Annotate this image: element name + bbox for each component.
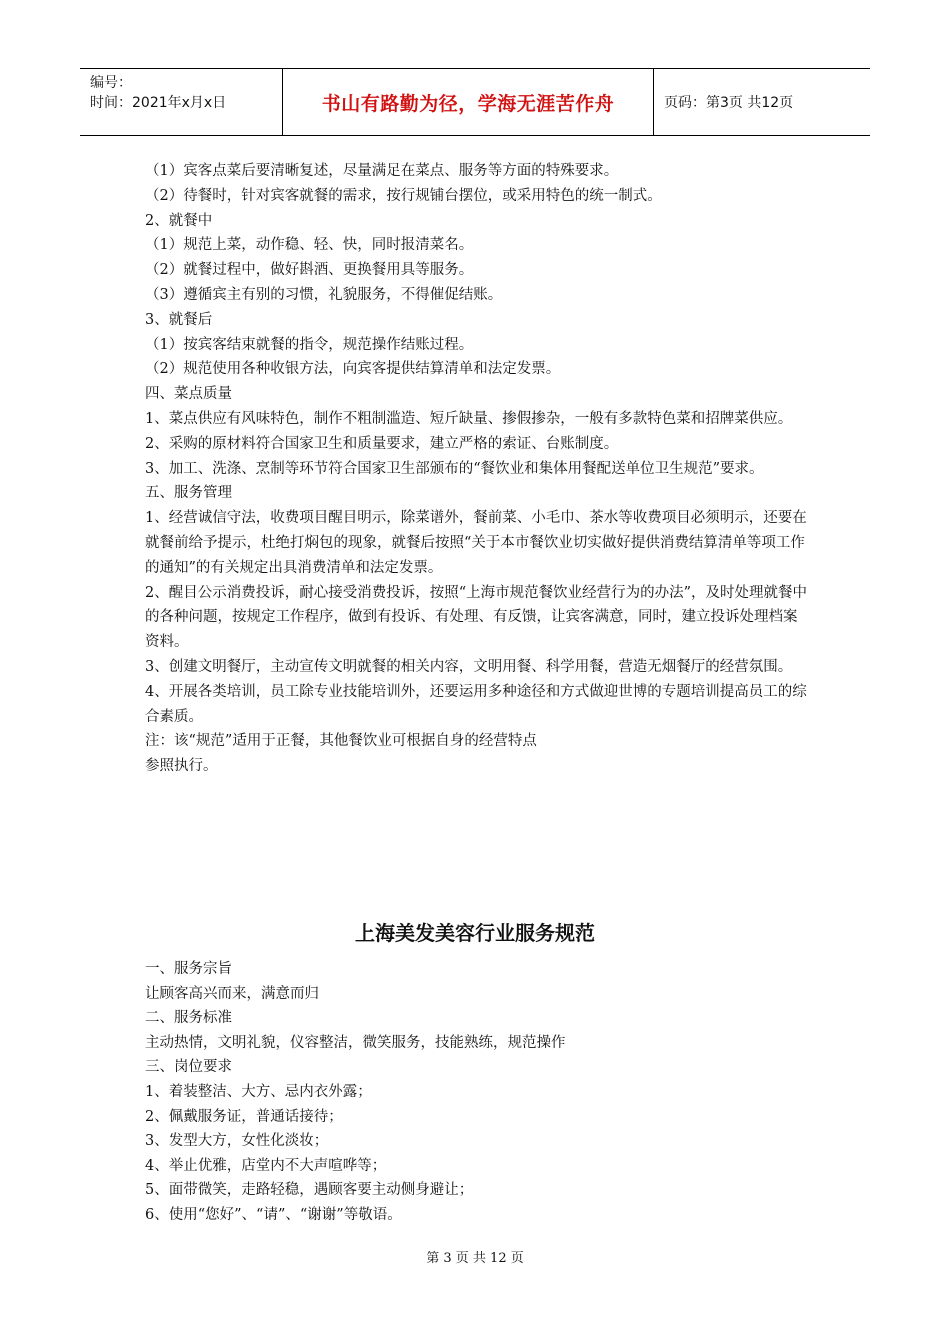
section-heading: 三、岗位要求 xyxy=(145,1059,232,1076)
document-number-label: 编号： xyxy=(90,75,132,91)
section-heading: 五、服务管理 xyxy=(145,485,232,502)
paragraph: （1）按宾客结束就餐的指令，规范操作结账过程。 xyxy=(145,336,474,353)
paragraph: （2）规范使用各种收银方法，向宾客提供结算清单和法定发票。 xyxy=(145,361,561,378)
note: 参照执行。 xyxy=(145,758,218,775)
header-motto-cell xyxy=(282,69,654,135)
document-date: 时间：2021年x月x日 xyxy=(90,95,227,111)
paragraph: 1、经营诚信守法，收费项目醒目明示，除菜谱外，餐前菜、小毛巾、茶水等收费项目必须明示，还要在就餐前给予提示，杜绝打焖包的现象，就餐后按照“关于本市餐饮业切实做好提供消费结算清单等项工作的通知”的有关规定出具消费清单和法定发票。 xyxy=(145,510,807,576)
paragraph: 3、创建文明餐厅，主动宣传文明就餐的相关内容，文明用餐、科学用餐，营造无烟餐厅的经营氛围。 xyxy=(145,658,793,675)
paragraph: 2、采购的原材料符合国家卫生和质量要求，建立严格的索证、台账制度。 xyxy=(145,435,619,452)
header-motto: 书山有路勤为径，学海无涯苦作舟 xyxy=(321,92,615,115)
paragraph: （2）就餐过程中，做好斟酒、更换餐用具等服务。 xyxy=(145,262,474,279)
paragraph: 6、使用“您好”、“请”、“谢谢”等敬语。 xyxy=(145,1206,402,1223)
paragraph: （2）待餐时，针对宾客就餐的需求，按行规铺台摆位，或采用特色的统一制式。 xyxy=(145,187,662,204)
paragraph: 5、面带微笑，走路轻稳，遇顾客要主动侧身避让； xyxy=(145,1182,474,1199)
paragraph: （1）规范上菜，动作稳、轻、快，同时报清菜名。 xyxy=(145,237,474,254)
note: 注：该“规范”适用于正餐，其他餐饮业可根据自身的经营特点 xyxy=(145,733,537,750)
paragraph: 2、就餐中 xyxy=(145,212,213,229)
section-heading: 一、服务宗旨 xyxy=(145,961,232,977)
section-title: 上海美发美容行业服务规范 xyxy=(355,921,595,945)
paragraph: 3、发型大方，女性化淡妆； xyxy=(145,1133,329,1150)
paragraph: 让顾客高兴而来，满意而归 xyxy=(145,985,319,1002)
paragraph: 3、就餐后 xyxy=(145,311,213,328)
paragraph: 1、菜点供应有风味特色，制作不粗制滥造、短斤缺量、掺假掺杂，一般有多款特色菜和招牌菜供应。 xyxy=(145,410,793,427)
paragraph: 2、醒目公示消费投诉，耐心接受消费投诉，按照“上海市规范餐饮业经营行为的办法”，及时处理就餐中的各种问题，按规定工作程序，做到有投诉、有处理、有反馈，让宾客满意，同时，建立投诉处理档案资料。 xyxy=(145,584,808,651)
paragraph: 主动热情，文明礼貌，仪容整洁，微笑服务，技能熟练，规范操作 xyxy=(145,1034,566,1051)
section-restaurant-standards xyxy=(145,159,810,779)
page-footer: 第 3 页 共 12 页 xyxy=(426,1251,524,1266)
paragraph: （3）遵循宾主有别的习惯，礼貌服务，不得催促结账。 xyxy=(145,286,503,303)
paragraph: 2、佩戴服务证，普通话接待； xyxy=(145,1108,343,1125)
header-page-info: 页码：第3页 共12页 xyxy=(664,95,794,111)
page-header xyxy=(80,68,870,136)
header-meta xyxy=(80,69,282,135)
paragraph: （1）宾客点菜后要清晰复述，尽量满足在菜点、服务等方面的特殊要求。 xyxy=(145,163,619,179)
paragraph: 4、举止优雅，店堂内不大声喧哗等； xyxy=(145,1157,387,1174)
section-salon-standards xyxy=(145,957,810,1228)
paragraph: 4、开展各类培训，员工除专业技能培训外，还要运用多种途径和方式做迎世博的专题培训提高员工的综合素质。 xyxy=(145,683,807,725)
section-heading: 二、服务标准 xyxy=(145,1010,232,1027)
paragraph: 1、着装整洁、大方、忌内衣外露； xyxy=(145,1083,372,1100)
section-heading: 四、菜点质量 xyxy=(145,386,232,403)
paragraph: 3、加工、洗涤、烹制等环节符合国家卫生部颁布的“餐饮业和集体用餐配送单位卫生规范”要求。 xyxy=(145,460,764,477)
